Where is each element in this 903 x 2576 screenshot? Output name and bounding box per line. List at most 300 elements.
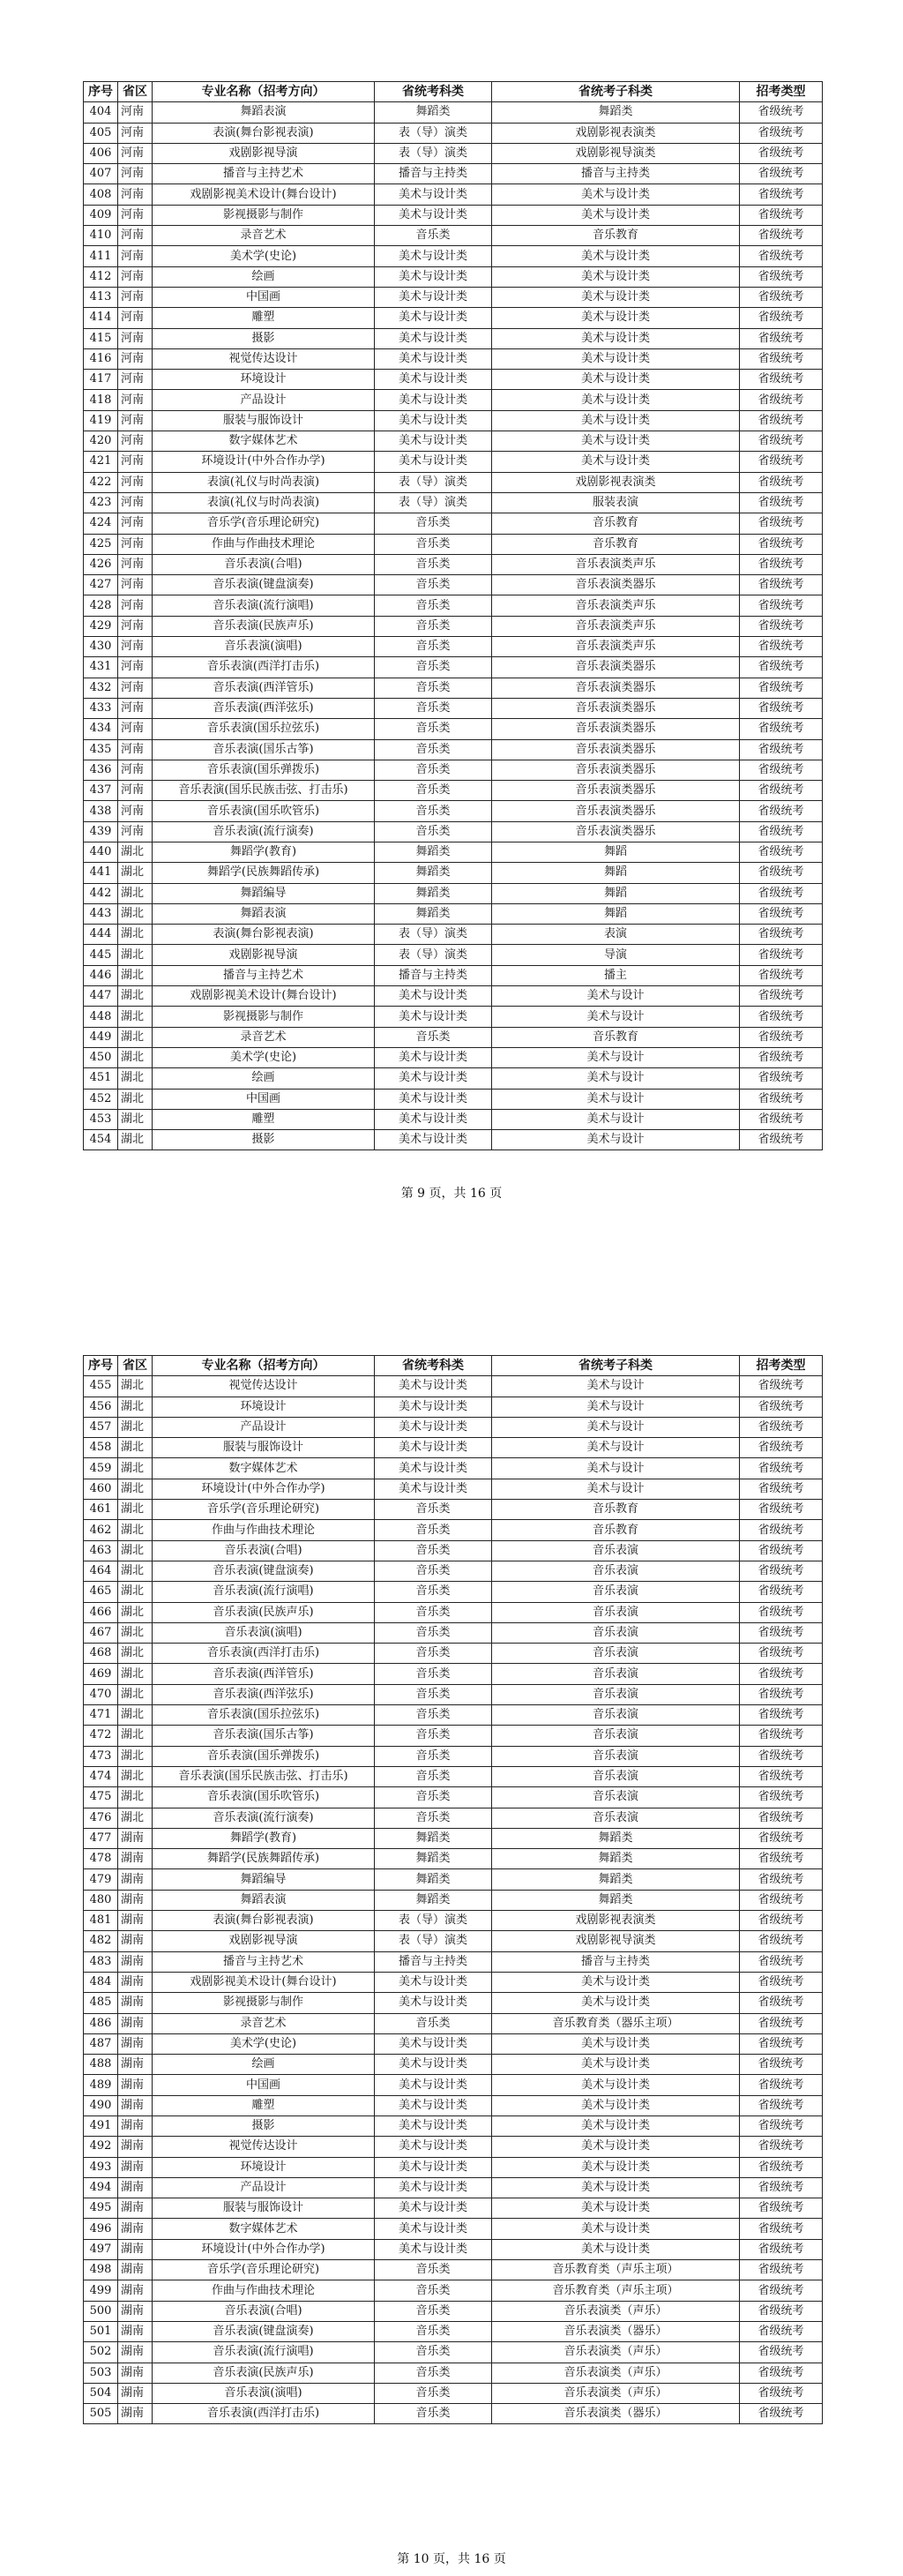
cell-province: 湖南 — [118, 1931, 153, 1951]
cell-category: 音乐类 — [375, 2013, 492, 2033]
cell-exam-type: 省级统考 — [740, 1849, 823, 1869]
cell-category: 音乐类 — [375, 1808, 492, 1828]
cell-subcategory: 音乐表演类器乐 — [492, 678, 740, 698]
table-row — [84, 1911, 823, 1931]
cell-exam-type: 省级统考 — [740, 1582, 823, 1602]
cell-major: 音乐表演(流行演唱) — [153, 1582, 375, 1602]
cell-major: 音乐表演(合唱) — [153, 554, 375, 574]
cell-exam-type: 省级统考 — [740, 945, 823, 965]
cell-province: 河南 — [118, 226, 153, 246]
cell-major: 舞蹈学(教育) — [153, 1828, 375, 1848]
cell-exam-type: 省级统考 — [740, 1417, 823, 1437]
cell-subcategory: 美术与设计类 — [492, 1993, 740, 2013]
cell-province: 湖北 — [118, 1047, 153, 1067]
cell-major: 音乐表演(民族声乐) — [153, 2363, 375, 2383]
cell-subcategory: 音乐表演 — [492, 1726, 740, 1746]
cell-category: 美术与设计类 — [375, 2075, 492, 2095]
cell-exam-type: 省级统考 — [740, 2239, 823, 2259]
cell-major: 产品设计 — [153, 390, 375, 410]
cell-subcategory: 美术与设计 — [492, 1376, 740, 1397]
cell-province: 河南 — [118, 760, 153, 780]
cell-index: 475 — [84, 1787, 118, 1808]
cell-province: 河南 — [118, 452, 153, 472]
cell-exam-type: 省级统考 — [740, 2137, 823, 2157]
cell-major: 戏剧影视美术设计(舞台设计) — [153, 1972, 375, 1992]
cell-exam-type: 省级统考 — [740, 205, 823, 225]
cell-province: 湖南 — [118, 2280, 153, 2301]
cell-major: 影视摄影与制作 — [153, 1007, 375, 1027]
cell-major: 音乐表演(西洋打击乐) — [153, 2404, 375, 2424]
cell-index: 423 — [84, 492, 118, 513]
cell-exam-type: 省级统考 — [740, 2301, 823, 2321]
cell-subcategory: 戏剧影视表演类 — [492, 1911, 740, 1931]
cell-category: 美术与设计类 — [375, 1130, 492, 1150]
cell-subcategory: 戏剧影视表演类 — [492, 472, 740, 492]
cell-index: 486 — [84, 2013, 118, 2033]
cell-major: 服装与服饰设计 — [153, 2198, 375, 2219]
cell-major: 影视摄影与制作 — [153, 1993, 375, 2013]
cell-province: 河南 — [118, 554, 153, 574]
cell-category: 音乐类 — [375, 575, 492, 595]
cell-category: 音乐类 — [375, 1726, 492, 1746]
cell-index: 479 — [84, 1869, 118, 1890]
cell-province: 河南 — [118, 143, 153, 163]
table-row — [84, 246, 823, 266]
cell-subcategory: 美术与设计类 — [492, 2055, 740, 2075]
table-row — [84, 1479, 823, 1499]
cell-index: 495 — [84, 2198, 118, 2219]
document-page-10 — [0, 1355, 903, 2424]
table-row — [84, 328, 823, 348]
cell-major: 播音与主持艺术 — [153, 965, 375, 985]
cell-exam-type: 省级统考 — [740, 390, 823, 410]
cell-province: 湖北 — [118, 1109, 153, 1129]
cell-category: 美术与设计类 — [375, 2095, 492, 2115]
table-row — [84, 2095, 823, 2115]
cell-category: 美术与设计类 — [375, 1089, 492, 1109]
cell-exam-type: 省级统考 — [740, 184, 823, 205]
cell-province: 湖北 — [118, 1622, 153, 1643]
table-row — [84, 657, 823, 678]
cell-exam-type: 省级统考 — [740, 1828, 823, 1848]
cell-category: 音乐类 — [375, 821, 492, 842]
cell-exam-type: 省级统考 — [740, 842, 823, 862]
cell-exam-type: 省级统考 — [740, 2115, 823, 2136]
cell-index: 496 — [84, 2219, 118, 2239]
cell-major: 舞蹈表演 — [153, 903, 375, 924]
header-category: 省统考科类 — [375, 1356, 492, 1376]
cell-province: 湖南 — [118, 2013, 153, 2033]
cell-major: 作曲与作曲技术理论 — [153, 1520, 375, 1540]
cell-subcategory: 音乐表演类声乐 — [492, 554, 740, 574]
table-row — [84, 1068, 823, 1089]
cell-major: 环境设计 — [153, 1397, 375, 1417]
cell-category: 音乐类 — [375, 1027, 492, 1047]
header-exam-type: 招考类型 — [740, 1356, 823, 1376]
cell-province: 河南 — [118, 492, 153, 513]
cell-major: 音乐表演(国乐民族击弦、打击乐) — [153, 1766, 375, 1786]
cell-subcategory: 美术与设计类 — [492, 2075, 740, 2095]
cell-subcategory: 美术与设计类 — [492, 1972, 740, 1992]
cell-exam-type: 省级统考 — [740, 287, 823, 307]
cell-province: 湖北 — [118, 1438, 153, 1458]
cell-subcategory: 美术与设计类 — [492, 328, 740, 348]
header-province: 省区 — [118, 1356, 153, 1376]
cell-subcategory: 音乐表演 — [492, 1561, 740, 1581]
cell-major: 音乐表演(民族声乐) — [153, 1602, 375, 1622]
cell-major: 表演(舞台影视表演) — [153, 925, 375, 945]
cell-category: 音乐类 — [375, 657, 492, 678]
cell-category: 音乐类 — [375, 2363, 492, 2383]
table-row — [84, 1951, 823, 1972]
cell-category: 美术与设计类 — [375, 1109, 492, 1129]
cell-category: 美术与设计类 — [375, 246, 492, 266]
cell-exam-type: 省级统考 — [740, 883, 823, 903]
cell-category: 音乐类 — [375, 1787, 492, 1808]
table-row — [84, 1047, 823, 1067]
cell-major: 美术学(史论) — [153, 246, 375, 266]
cell-major: 舞蹈学(民族舞蹈传承) — [153, 863, 375, 883]
cell-index: 470 — [84, 1684, 118, 1704]
table-row — [84, 472, 823, 492]
cell-exam-type: 省级统考 — [740, 2055, 823, 2075]
cell-category: 美术与设计类 — [375, 308, 492, 328]
cell-subcategory: 美术与设计类 — [492, 390, 740, 410]
cell-major: 播音与主持艺术 — [153, 164, 375, 184]
cell-subcategory: 音乐教育类（声乐主项） — [492, 2260, 740, 2280]
table-row — [84, 965, 823, 985]
cell-index: 504 — [84, 2383, 118, 2403]
cell-subcategory: 美术与设计类 — [492, 452, 740, 472]
cell-index: 484 — [84, 1972, 118, 1992]
cell-exam-type: 省级统考 — [740, 1931, 823, 1951]
cell-subcategory: 音乐表演类器乐 — [492, 575, 740, 595]
cell-exam-type: 省级统考 — [740, 1644, 823, 1664]
cell-province: 湖北 — [118, 945, 153, 965]
page-footer: 第 9 页，共 16 页 — [400, 1187, 503, 1201]
cell-category: 美术与设计类 — [375, 1047, 492, 1067]
cell-province: 湖北 — [118, 1746, 153, 1766]
cell-major: 环境设计(中外合作办学) — [153, 2239, 375, 2259]
cell-category: 音乐类 — [375, 1561, 492, 1581]
cell-category: 表（导）演类 — [375, 945, 492, 965]
cell-exam-type: 省级统考 — [740, 1869, 823, 1890]
header-major: 专业名称（招考方向） — [153, 82, 375, 102]
table-row — [84, 678, 823, 698]
cell-major: 戏剧影视导演 — [153, 1931, 375, 1951]
cell-category: 美术与设计类 — [375, 2177, 492, 2198]
cell-province: 湖北 — [118, 986, 153, 1007]
cell-index: 430 — [84, 637, 118, 657]
cell-exam-type: 省级统考 — [740, 986, 823, 1007]
cell-major: 音乐表演(流行演唱) — [153, 595, 375, 616]
cell-major: 环境设计 — [153, 2157, 375, 2177]
cell-province: 湖南 — [118, 1911, 153, 1931]
table-row — [84, 1520, 823, 1540]
cell-major: 戏剧影视美术设计(舞台设计) — [153, 184, 375, 205]
table-row — [84, 1869, 823, 1890]
cell-index: 477 — [84, 1828, 118, 1848]
cell-index: 440 — [84, 842, 118, 862]
cell-major: 音乐表演(西洋弦乐) — [153, 698, 375, 718]
cell-major: 音乐表演(国乐拉弦乐) — [153, 1705, 375, 1726]
cell-subcategory: 美术与设计类 — [492, 205, 740, 225]
table-row — [84, 1438, 823, 1458]
cell-category: 音乐类 — [375, 781, 492, 801]
cell-subcategory: 音乐表演 — [492, 1622, 740, 1643]
cell-index: 487 — [84, 2033, 118, 2054]
cell-exam-type: 省级统考 — [740, 492, 823, 513]
cell-exam-type: 省级统考 — [740, 965, 823, 985]
cell-exam-type: 省级统考 — [740, 348, 823, 369]
table-row — [84, 370, 823, 390]
cell-category: 舞蹈类 — [375, 863, 492, 883]
table-row — [84, 2301, 823, 2321]
cell-major: 表演(礼仪与时尚表演) — [153, 472, 375, 492]
cell-major: 舞蹈编导 — [153, 883, 375, 903]
cell-index: 432 — [84, 678, 118, 698]
cell-index: 445 — [84, 945, 118, 965]
cell-major: 中国画 — [153, 2075, 375, 2095]
cell-subcategory: 音乐表演 — [492, 1787, 740, 1808]
cell-subcategory: 舞蹈类 — [492, 102, 740, 123]
cell-exam-type: 省级统考 — [740, 1951, 823, 1972]
cell-category: 美术与设计类 — [375, 2239, 492, 2259]
cell-province: 湖北 — [118, 1540, 153, 1561]
cell-exam-type: 省级统考 — [740, 1705, 823, 1726]
cell-province: 湖南 — [118, 2301, 153, 2321]
cell-category: 音乐类 — [375, 1582, 492, 1602]
cell-major: 视觉传达设计 — [153, 1376, 375, 1397]
cell-exam-type: 省级统考 — [740, 1602, 823, 1622]
cell-index: 436 — [84, 760, 118, 780]
cell-subcategory: 音乐表演类器乐 — [492, 801, 740, 821]
table-row — [84, 760, 823, 780]
cell-index: 434 — [84, 719, 118, 739]
table-row — [84, 2342, 823, 2363]
cell-category: 表（导）演类 — [375, 1931, 492, 1951]
cell-category: 美术与设计类 — [375, 1438, 492, 1458]
cell-province: 湖南 — [118, 2033, 153, 2054]
table-row — [84, 1500, 823, 1520]
cell-exam-type: 省级统考 — [740, 1027, 823, 1047]
table-row — [84, 266, 823, 287]
cell-province: 湖南 — [118, 2075, 153, 2095]
cell-province: 河南 — [118, 246, 153, 266]
cell-major: 作曲与作曲技术理论 — [153, 2280, 375, 2301]
cell-index: 498 — [84, 2260, 118, 2280]
cell-major: 雕塑 — [153, 1109, 375, 1129]
cell-province: 湖南 — [118, 2383, 153, 2403]
cell-major: 音乐表演(合唱) — [153, 2301, 375, 2321]
cell-major: 视觉传达设计 — [153, 2137, 375, 2157]
cell-major: 摄影 — [153, 328, 375, 348]
cell-index: 441 — [84, 863, 118, 883]
header-major: 专业名称（招考方向） — [153, 1356, 375, 1376]
cell-subcategory: 美术与设计类 — [492, 266, 740, 287]
cell-subcategory: 美术与设计类 — [492, 2137, 740, 2157]
table-row — [84, 863, 823, 883]
cell-index: 503 — [84, 2363, 118, 2383]
cell-major: 绘画 — [153, 2055, 375, 2075]
cell-subcategory: 音乐表演 — [492, 1705, 740, 1726]
table-row — [84, 1890, 823, 1910]
cell-index: 501 — [84, 2321, 118, 2341]
cell-exam-type: 省级统考 — [740, 1130, 823, 1150]
cell-category: 音乐类 — [375, 2260, 492, 2280]
cell-index: 474 — [84, 1766, 118, 1786]
cell-province: 河南 — [118, 123, 153, 143]
cell-province: 河南 — [118, 410, 153, 431]
cell-exam-type: 省级统考 — [740, 781, 823, 801]
cell-category: 舞蹈类 — [375, 903, 492, 924]
cell-subcategory: 美术与设计 — [492, 1397, 740, 1417]
cell-category: 美术与设计类 — [375, 266, 492, 287]
cell-subcategory: 服装表演 — [492, 492, 740, 513]
cell-subcategory: 音乐表演类器乐 — [492, 760, 740, 780]
table-row — [84, 1376, 823, 1397]
cell-province: 河南 — [118, 287, 153, 307]
cell-category: 音乐类 — [375, 1705, 492, 1726]
cell-major: 音乐表演(流行演奏) — [153, 821, 375, 842]
cell-major: 舞蹈表演 — [153, 102, 375, 123]
cell-subcategory: 美术与设计 — [492, 1417, 740, 1437]
cell-subcategory: 音乐表演 — [492, 1664, 740, 1684]
cell-major: 音乐表演(西洋打击乐) — [153, 657, 375, 678]
cell-category: 舞蹈类 — [375, 1890, 492, 1910]
cell-major: 表演(舞台影视表演) — [153, 123, 375, 143]
cell-subcategory: 播主 — [492, 965, 740, 985]
cell-category: 播音与主持类 — [375, 1951, 492, 1972]
cell-index: 418 — [84, 390, 118, 410]
cell-exam-type: 省级统考 — [740, 863, 823, 883]
cell-exam-type: 省级统考 — [740, 226, 823, 246]
cell-index: 415 — [84, 328, 118, 348]
cell-exam-type: 省级统考 — [740, 123, 823, 143]
table-row — [84, 1705, 823, 1726]
cell-subcategory: 音乐表演类器乐 — [492, 821, 740, 842]
cell-subcategory: 戏剧影视表演类 — [492, 123, 740, 143]
cell-province: 湖南 — [118, 1993, 153, 2013]
cell-index: 494 — [84, 2177, 118, 2198]
table-row — [84, 1726, 823, 1746]
table-row — [84, 1808, 823, 1828]
cell-index: 431 — [84, 657, 118, 678]
cell-subcategory: 播音与主持类 — [492, 164, 740, 184]
cell-subcategory: 美术与设计类 — [492, 410, 740, 431]
table-row — [84, 2115, 823, 2136]
table-row — [84, 781, 823, 801]
cell-province: 河南 — [118, 348, 153, 369]
cell-subcategory: 导演 — [492, 945, 740, 965]
table-row — [84, 205, 823, 225]
cell-major: 环境设计 — [153, 370, 375, 390]
cell-category: 美术与设计类 — [375, 986, 492, 1007]
cell-category: 音乐类 — [375, 719, 492, 739]
cell-subcategory: 音乐表演类声乐 — [492, 595, 740, 616]
cell-major: 音乐表演(流行演奏) — [153, 1808, 375, 1828]
table-row — [84, 1397, 823, 1417]
cell-province: 湖北 — [118, 1684, 153, 1704]
cell-exam-type: 省级统考 — [740, 1500, 823, 1520]
cell-province: 河南 — [118, 164, 153, 184]
cell-index: 481 — [84, 1911, 118, 1931]
cell-subcategory: 音乐教育 — [492, 534, 740, 554]
cell-province: 河南 — [118, 102, 153, 123]
cell-province: 湖南 — [118, 1869, 153, 1890]
cell-major: 音乐表演(国乐弹拨乐) — [153, 760, 375, 780]
cell-category: 音乐类 — [375, 554, 492, 574]
table-row — [84, 226, 823, 246]
cell-index: 461 — [84, 1500, 118, 1520]
cell-category: 音乐类 — [375, 678, 492, 698]
header-index: 序号 — [84, 1356, 118, 1376]
cell-major: 摄影 — [153, 2115, 375, 2136]
cell-major: 音乐表演(国乐民族击弦、打击乐) — [153, 781, 375, 801]
cell-index: 448 — [84, 1007, 118, 1027]
cell-major: 雕塑 — [153, 2095, 375, 2115]
cell-exam-type: 省级统考 — [740, 1993, 823, 2013]
cell-index: 473 — [84, 1746, 118, 1766]
cell-major: 影视摄影与制作 — [153, 205, 375, 225]
cell-major: 戏剧影视美术设计(舞台设计) — [153, 986, 375, 1007]
cell-index: 420 — [84, 431, 118, 452]
cell-exam-type: 省级统考 — [740, 1109, 823, 1129]
header-exam-type: 招考类型 — [740, 82, 823, 102]
cell-subcategory: 音乐表演类器乐 — [492, 719, 740, 739]
cell-category: 音乐类 — [375, 760, 492, 780]
cell-category: 音乐类 — [375, 2404, 492, 2424]
cell-category: 音乐类 — [375, 2321, 492, 2341]
cell-subcategory: 戏剧影视导演类 — [492, 143, 740, 163]
cell-subcategory: 音乐教育 — [492, 226, 740, 246]
table-header-row — [84, 82, 823, 102]
cell-major: 作曲与作曲技术理论 — [153, 534, 375, 554]
cell-province: 湖南 — [118, 2157, 153, 2177]
cell-subcategory: 音乐表演类（声乐） — [492, 2301, 740, 2321]
cell-province: 湖北 — [118, 1500, 153, 1520]
cell-category: 舞蹈类 — [375, 842, 492, 862]
cell-exam-type: 省级统考 — [740, 1520, 823, 1540]
table-row — [84, 513, 823, 534]
cell-index: 443 — [84, 903, 118, 924]
cell-category: 音乐类 — [375, 2342, 492, 2363]
cell-category: 美术与设计类 — [375, 2115, 492, 2136]
cell-subcategory: 美术与设计 — [492, 986, 740, 1007]
cell-exam-type: 省级统考 — [740, 637, 823, 657]
cell-index: 505 — [84, 2404, 118, 2424]
table-row — [84, 2198, 823, 2219]
table-row — [84, 883, 823, 903]
cell-category: 音乐类 — [375, 2301, 492, 2321]
cell-subcategory: 美术与设计 — [492, 1130, 740, 1150]
table-row — [84, 1089, 823, 1109]
cell-index: 499 — [84, 2280, 118, 2301]
cell-category: 音乐类 — [375, 616, 492, 636]
cell-province: 湖北 — [118, 1766, 153, 1786]
cell-major: 音乐学(音乐理论研究) — [153, 1500, 375, 1520]
cell-major: 表演(舞台影视表演) — [153, 1911, 375, 1931]
cell-category: 舞蹈类 — [375, 883, 492, 903]
cell-category: 美术与设计类 — [375, 1993, 492, 2013]
cell-exam-type: 省级统考 — [740, 102, 823, 123]
cell-exam-type: 省级统考 — [740, 1972, 823, 1992]
cell-index: 425 — [84, 534, 118, 554]
cell-index: 417 — [84, 370, 118, 390]
table-row — [84, 1540, 823, 1561]
cell-province: 河南 — [118, 472, 153, 492]
cell-index: 482 — [84, 1931, 118, 1951]
